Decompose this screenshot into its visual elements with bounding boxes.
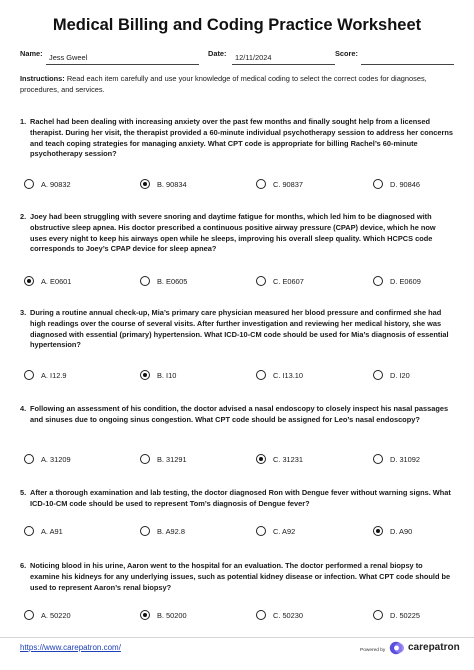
radio-button[interactable] bbox=[24, 454, 34, 464]
option-label: D. 31092 bbox=[390, 455, 420, 464]
radio-button[interactable] bbox=[256, 526, 266, 536]
question-body: Following an assessment of his condition, the doctor advised a nasal endoscopy to closely inspect his nasal passages and sinuses due to ongoing sinus congestion. What CPT code should be assigned for Leo’s nasal endoscopy? bbox=[30, 404, 449, 424]
score-label: Score: bbox=[335, 49, 359, 58]
date-input[interactable]: 12/11/2024 bbox=[232, 53, 335, 65]
question-number: 4. bbox=[20, 404, 27, 413]
radio-button[interactable] bbox=[140, 526, 150, 536]
question-body: Rachel had been dealing with increasing anxiety over the past few months and finally sought help from a licensed therapist. During her visit, the therapist provided a 60-minute individual psychotherapy session to address her concerns and teach coping strategies for managing anxiety. What CPT code is appropriate for billing Rachel’s 60-minute psychotherapy session? bbox=[30, 117, 454, 159]
radio-button[interactable] bbox=[373, 370, 383, 380]
radio-button[interactable] bbox=[256, 179, 266, 189]
option-label: C. I13.10 bbox=[273, 371, 303, 380]
answer-options bbox=[24, 370, 454, 384]
radio-button[interactable] bbox=[24, 179, 34, 189]
option-label: B. 90834 bbox=[157, 180, 187, 189]
carepatron-logo-icon bbox=[388, 641, 406, 655]
radio-button[interactable] bbox=[256, 610, 266, 620]
question-3 bbox=[20, 308, 454, 380]
question-2 bbox=[20, 212, 454, 286]
answer-options bbox=[24, 454, 454, 468]
radio-button-selected[interactable] bbox=[24, 276, 34, 286]
question-number: 5. bbox=[20, 488, 27, 497]
option-label: B. I10 bbox=[157, 371, 177, 380]
option-label: B. 31291 bbox=[157, 455, 187, 464]
question-text bbox=[20, 561, 454, 593]
option-label: D. 50225 bbox=[390, 611, 420, 620]
option-label: C. E0607 bbox=[273, 277, 304, 286]
question-text bbox=[20, 117, 454, 160]
radio-button[interactable] bbox=[256, 370, 266, 380]
radio-button[interactable] bbox=[256, 276, 266, 286]
name-label: Name: bbox=[20, 49, 43, 58]
radio-button-selected[interactable] bbox=[140, 610, 150, 620]
option-label: D. I20 bbox=[390, 371, 410, 380]
option-label: B. E0605 bbox=[157, 277, 188, 286]
radio-button-selected[interactable] bbox=[256, 454, 266, 464]
radio-button-selected[interactable] bbox=[140, 179, 150, 189]
radio-button[interactable] bbox=[24, 610, 34, 620]
question-text bbox=[20, 308, 454, 351]
option-label: A. A91 bbox=[41, 527, 63, 536]
question-4 bbox=[20, 404, 454, 464]
instructions-text: Read each item carefully and use your knowledge of medical coding to select the correct codes for diagnoses, procedures, and services. bbox=[20, 74, 427, 94]
option-label: C. 31231 bbox=[273, 455, 303, 464]
instructions bbox=[20, 74, 450, 95]
question-text bbox=[20, 212, 454, 255]
question-body: After a thorough examination and lab testing, the doctor diagnosed Ron with Dengue fever without warning signs. What ICD-10-CM code should be used to represent Tom’s diagnosis of Dengue fever? bbox=[30, 488, 451, 508]
radio-button-selected[interactable] bbox=[140, 370, 150, 380]
question-text bbox=[20, 404, 454, 426]
radio-button[interactable] bbox=[373, 610, 383, 620]
footer-divider bbox=[0, 637, 474, 638]
answer-options bbox=[24, 526, 454, 540]
option-label: D. E0609 bbox=[390, 277, 421, 286]
option-label: A. 31209 bbox=[41, 455, 71, 464]
radio-button[interactable] bbox=[24, 526, 34, 536]
question-text bbox=[20, 488, 454, 510]
option-label: C. 50230 bbox=[273, 611, 303, 620]
powered-by-label: Powered by bbox=[360, 648, 386, 653]
radio-button-selected[interactable] bbox=[373, 526, 383, 536]
question-body: Noticing blood in his urine, Aaron went to the hospital for an evaluation. The doctor performed a renal biopsy to examine his kidneys for any underlying issues, such as potential kidney disease or infection. What CPT code should be used to represent Aaron’s renal biopsy? bbox=[30, 561, 451, 592]
option-label: A. 50220 bbox=[41, 611, 71, 620]
question-number: 2. bbox=[20, 212, 27, 221]
question-6 bbox=[20, 561, 454, 620]
name-input[interactable]: Jess Gweel bbox=[46, 53, 199, 65]
question-body: Joey had been struggling with severe snoring and daytime fatigue for months, which led him to be diagnosed with obstructive sleep apnea. His doctor prescribed a continuous positive airway pressure (CPAP) device, which he now uses every night to keep his airways open while he sleeps, improving his overall sleep quality. Which HCPCS code corresponds to Joey’s CPAP device for sleep apnea? bbox=[30, 212, 436, 254]
radio-button[interactable] bbox=[24, 370, 34, 380]
option-label: D. 90846 bbox=[390, 180, 420, 189]
option-label: A. E0601 bbox=[41, 277, 72, 286]
option-label: A. I12.9 bbox=[41, 371, 67, 380]
question-number: 1. bbox=[20, 117, 27, 126]
option-label: B. 50200 bbox=[157, 611, 187, 620]
option-label: C. 90837 bbox=[273, 180, 303, 189]
instructions-label: Instructions: bbox=[20, 74, 65, 83]
option-label: A. 90832 bbox=[41, 180, 71, 189]
question-body: During a routine annual check-up, Mia’s primary care physician measured her blood pressure and confirmed she had high readings over the course of several visits. After further investigation and reviewing her medical history, she was diagnosed with essential (primary) hypertension. What ICD-10-CM code should be used for Mia’s diagnosis of essential hypertension? bbox=[30, 308, 449, 350]
option-label: C. A92 bbox=[273, 527, 296, 536]
worksheet-title: Medical Billing and Coding Practice Worksheet bbox=[52, 16, 422, 34]
question-number: 6. bbox=[20, 561, 27, 570]
radio-button[interactable] bbox=[373, 179, 383, 189]
question-5 bbox=[20, 488, 454, 536]
carepatron-brand-name: carepatron bbox=[408, 642, 460, 653]
question-number: 3. bbox=[20, 308, 27, 317]
answer-options bbox=[24, 179, 454, 193]
date-label: Date: bbox=[208, 49, 227, 58]
radio-button[interactable] bbox=[140, 454, 150, 464]
answer-options bbox=[24, 610, 454, 624]
answer-options bbox=[24, 276, 454, 290]
radio-button[interactable] bbox=[373, 276, 383, 286]
radio-button[interactable] bbox=[373, 454, 383, 464]
option-label: D. A90 bbox=[390, 527, 413, 536]
radio-button[interactable] bbox=[140, 276, 150, 286]
score-input[interactable] bbox=[361, 53, 454, 65]
option-label: B. A92.8 bbox=[157, 527, 185, 536]
header-fields bbox=[20, 49, 454, 65]
carepatron-link[interactable]: https://www.carepatron.com/ bbox=[20, 643, 121, 652]
question-1 bbox=[20, 117, 454, 189]
